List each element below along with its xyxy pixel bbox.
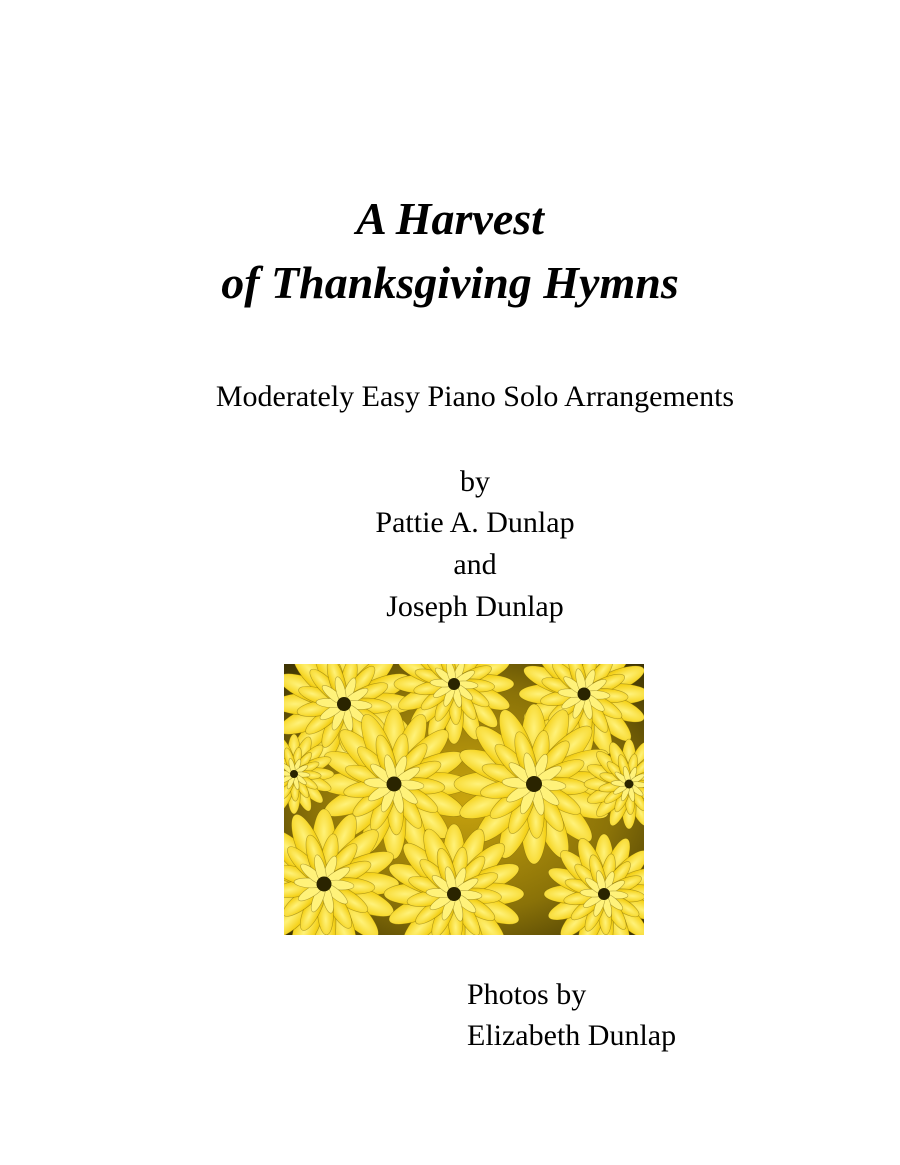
- photo-credit-line-1: Photos by: [467, 978, 587, 1011]
- byline-by: by: [460, 465, 490, 498]
- byline-and: and: [453, 548, 497, 581]
- author-name-2: Joseph Dunlap: [386, 590, 564, 623]
- photo-credit-line-2: Elizabeth Dunlap: [467, 1019, 677, 1052]
- chrysanthemum-photo: [284, 664, 644, 935]
- subtitle: Moderately Easy Piano Solo Arrangements: [215, 380, 735, 413]
- yellow-chrysanthemums-photo-icon: [284, 664, 644, 935]
- title-line-1: A Harvest: [356, 193, 544, 244]
- title-line-2: of Thanksgiving Hymns: [221, 257, 679, 308]
- author-name-1: Pattie A. Dunlap: [375, 506, 575, 539]
